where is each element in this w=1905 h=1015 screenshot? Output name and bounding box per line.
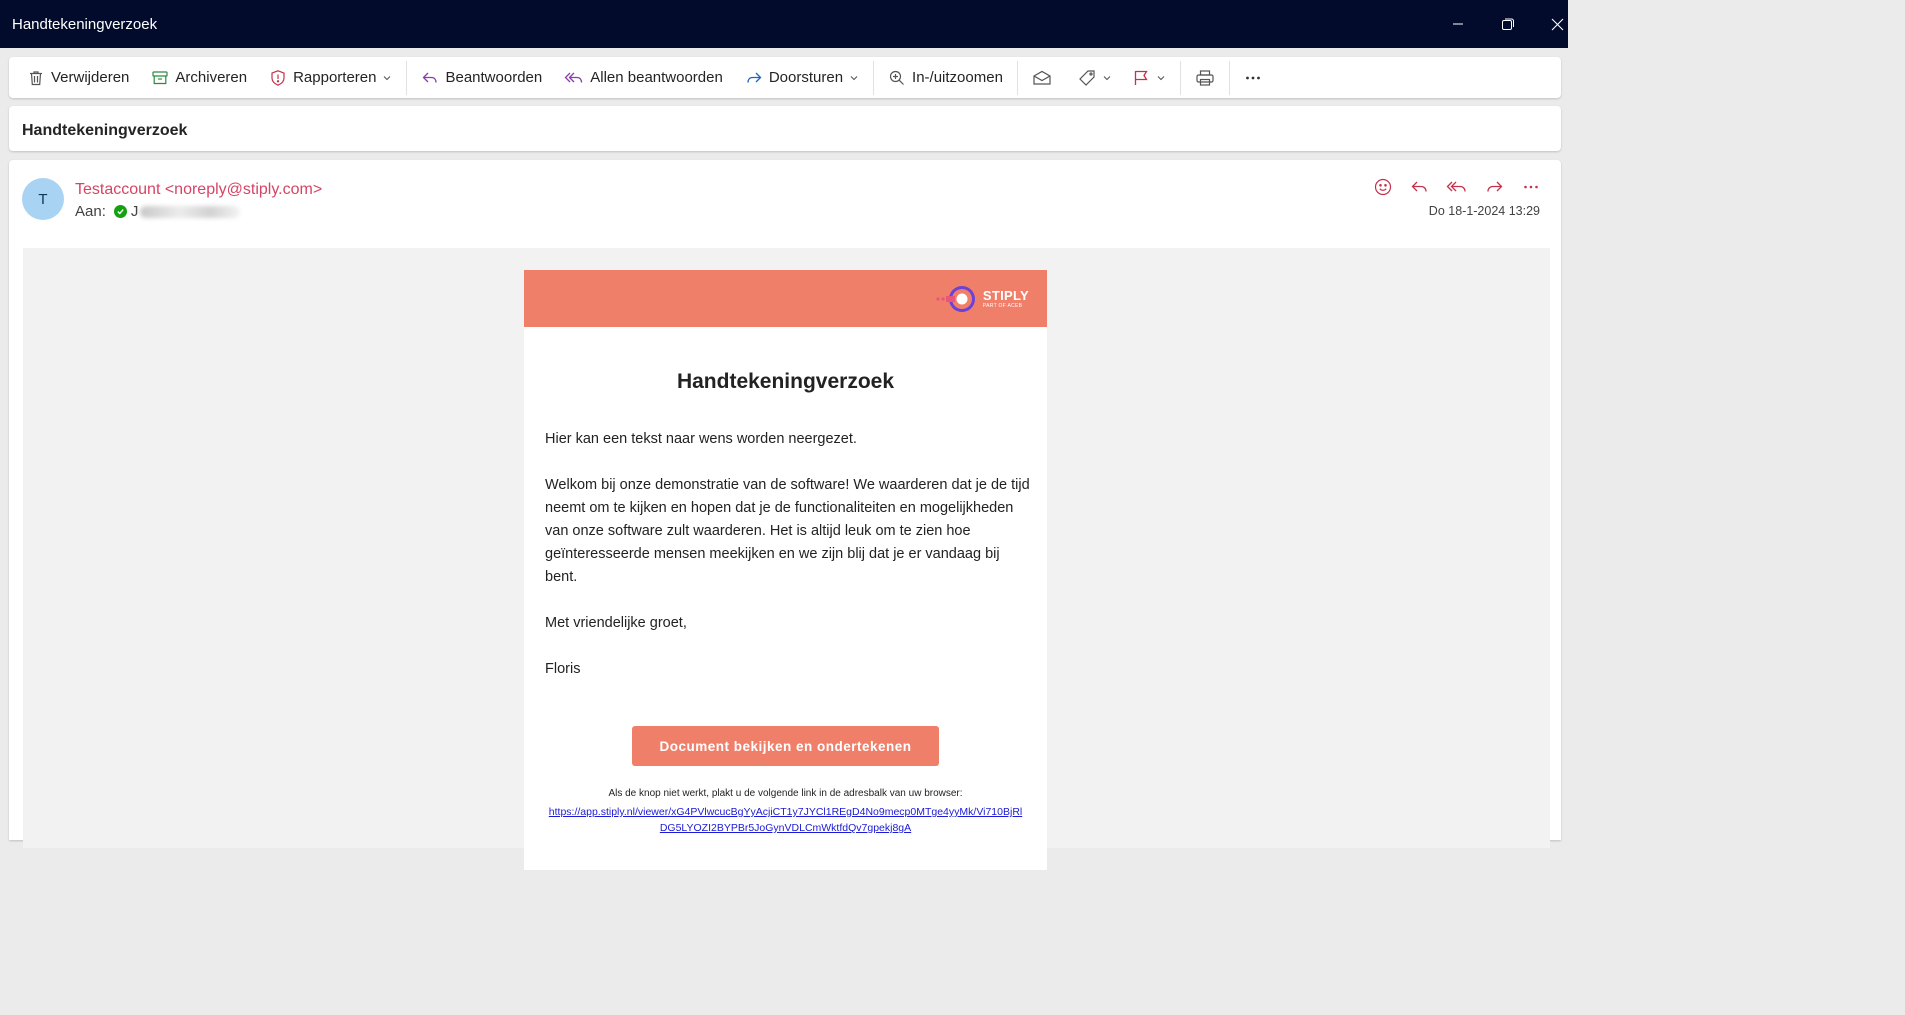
email-paragraph: Welkom bij onze demonstratie van de software! We waarderen dat je de tijd neemt om te kijken en hopen dat je de functionaliteiten en mogelijkheden van onze software zult waarderen. Het is altijd leuk om te zien hoe geïnteresseerde mensen meekijken en we zijn blij dat je er vandaag bij bent.: [545, 477, 1030, 585]
trash-icon: [27, 69, 45, 87]
stiply-logo-icon: [935, 283, 979, 315]
more-icon[interactable]: [1518, 176, 1543, 198]
reply-all-icon[interactable]: [1444, 176, 1469, 198]
to-label: Aan:: [75, 203, 106, 220]
email-greeting: Met vriendelijke groet,: [545, 615, 687, 631]
reply-all-button[interactable]: [558, 62, 729, 94]
brand-name: STIPLY: [982, 287, 1029, 303]
restore-icon[interactable]: [1496, 12, 1520, 36]
reply-icon: [421, 69, 439, 87]
emoji-icon[interactable]: [1370, 176, 1395, 198]
archive-label: Archiveren: [175, 69, 248, 86]
mark-read-icon: [1032, 69, 1052, 87]
email-header-banner: [524, 270, 1047, 327]
shield-alert-icon: [269, 69, 287, 87]
reply-button[interactable]: [415, 62, 548, 94]
more-options-button[interactable]: [1238, 62, 1268, 94]
archive-button[interactable]: [145, 62, 253, 94]
toolbar-divider: [1229, 61, 1230, 95]
command-toolbar: [9, 57, 1561, 98]
print-button[interactable]: [1189, 62, 1221, 94]
title-bar: [0, 0, 1568, 48]
reply-all-icon: [564, 69, 584, 87]
email-signature: Floris: [545, 661, 581, 677]
message-card: [9, 160, 1561, 840]
view-and-sign-button[interactable]: Document bekijken en ondertekenen: [632, 726, 939, 766]
recipient-name[interactable]: J: [130, 203, 139, 220]
brand-subtitle: PART OF ACEB: [982, 302, 1023, 309]
window-title: Handtekeningverzoek: [12, 16, 158, 33]
zoom-button[interactable]: [882, 62, 1009, 94]
forward-label: Doorsturen: [768, 69, 844, 86]
toolbar-divider: [406, 61, 407, 95]
fallback-instruction: Als de knop niet werkt, plakt u de volgende link in de adresbalk van uw browser:: [608, 788, 963, 799]
reply-label: Beantwoorden: [445, 69, 543, 86]
close-icon[interactable]: [1545, 12, 1569, 36]
tag-icon: [1078, 69, 1096, 87]
delete-label: Verwijderen: [51, 69, 130, 86]
recipient-line: [75, 203, 240, 220]
more-options-icon: [1244, 69, 1262, 87]
email-content: [524, 270, 1047, 870]
chevron-down-icon[interactable]: [849, 73, 859, 83]
email-intro: Hier kan een tekst naar wens worden neergezet.: [545, 431, 857, 447]
toolbar-divider: [873, 61, 874, 95]
document-link-line-2[interactable]: DG5LYOZI2BYPBr5JoGynVDLCmWktfdQv7gpekj8gA: [659, 822, 912, 834]
zoom-icon: [888, 69, 906, 87]
zoom-label: In-/uitzoomen: [912, 69, 1003, 86]
email-body-area: [23, 248, 1550, 848]
print-icon: [1195, 69, 1215, 87]
email-heading: Handtekeningverzoek: [676, 370, 895, 393]
subject-bar: [9, 106, 1561, 151]
archive-icon: [151, 69, 169, 87]
toolbar-divider: [1180, 61, 1181, 95]
subject-heading: Handtekeningverzoek: [22, 122, 188, 139]
flag-icon: [1132, 69, 1150, 87]
flag-button[interactable]: [1126, 62, 1172, 94]
message-date: Do 18-1-2024 13:29: [1428, 204, 1540, 218]
sender-name[interactable]: Testaccount <noreply@stiply.com>: [75, 181, 323, 198]
avatar[interactable]: T: [22, 178, 64, 220]
reply-icon[interactable]: [1407, 176, 1432, 198]
presence-available-icon: [114, 205, 127, 218]
chevron-down-icon[interactable]: [1102, 73, 1112, 83]
recipient-name-redacted: [140, 206, 240, 218]
forward-button[interactable]: [739, 62, 865, 94]
reply-all-label: Allen beantwoorden: [590, 69, 723, 86]
stiply-logo: [935, 283, 1029, 315]
delete-button[interactable]: [21, 62, 135, 94]
toolbar-divider: [1017, 61, 1018, 95]
tag-button[interactable]: [1072, 62, 1118, 94]
chevron-down-icon[interactable]: [382, 73, 392, 83]
forward-icon[interactable]: [1481, 176, 1506, 198]
report-label: Rapporteren: [293, 69, 377, 86]
mark-read-button[interactable]: [1026, 62, 1058, 94]
document-link-line-1[interactable]: https://app.stiply.nl/viewer/xG4PVlwcucBgYyAcjiCT1y7JYCl1REgD4No9mecp0MTge4yyMk/Vi710BjRl: [548, 806, 1023, 818]
forward-icon: [745, 69, 763, 87]
report-button[interactable]: [263, 62, 398, 94]
document-link[interactable]: [524, 804, 1047, 836]
message-actions: [1370, 176, 1543, 198]
chevron-down-icon[interactable]: [1156, 73, 1166, 83]
minimize-icon[interactable]: [1446, 12, 1470, 36]
